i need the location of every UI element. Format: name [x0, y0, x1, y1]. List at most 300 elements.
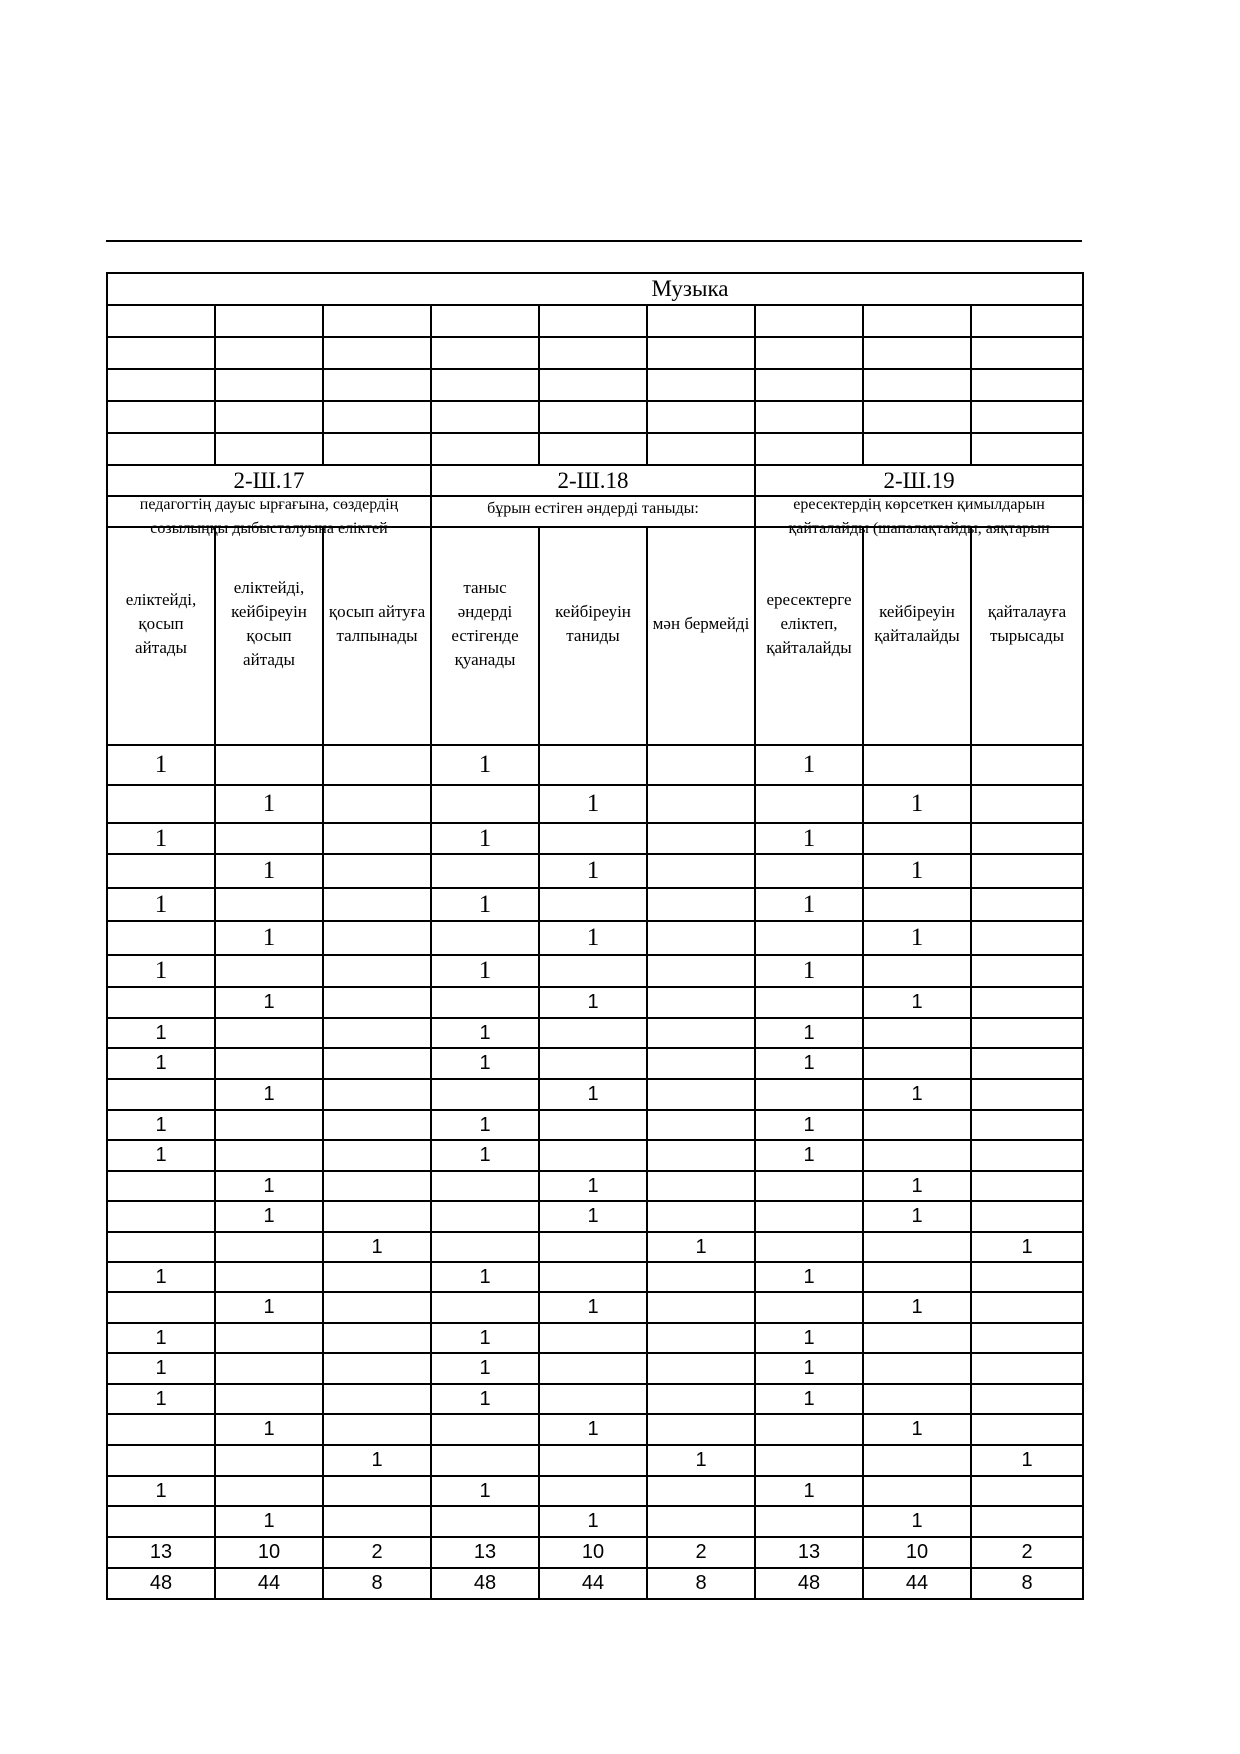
- table-cell: 1: [107, 1384, 215, 1414]
- table-cell: [863, 1384, 971, 1414]
- table-cell: 1: [863, 1079, 971, 1110]
- table-cell: [971, 1506, 1083, 1537]
- column-header: [971, 527, 1083, 745]
- table-cell: [863, 1110, 971, 1140]
- code-cell: 2-Ш.18: [431, 465, 755, 496]
- table-cell: [755, 1232, 863, 1262]
- table-cell: 1: [863, 1292, 971, 1323]
- column-header-label: кейбіреуін қайталайды: [874, 602, 960, 645]
- table-cell: [431, 1445, 539, 1476]
- table-cell: [323, 785, 431, 823]
- table-cell: 1: [431, 888, 539, 921]
- blank-row: [107, 401, 1083, 433]
- table-row: [107, 1414, 1083, 1445]
- column-header-label: еліктейді, қосып айтады: [125, 590, 197, 657]
- table-cell: 1: [107, 1476, 215, 1506]
- column-header: [863, 527, 971, 745]
- table-cell: 1: [431, 745, 539, 785]
- table-cell: 1: [863, 854, 971, 888]
- column-header-label: кейбіреуін таниды: [555, 602, 631, 645]
- table-row: [107, 1079, 1083, 1110]
- table-cell: [863, 1262, 971, 1292]
- table-cell: [323, 1171, 431, 1201]
- table-cell: [647, 1292, 755, 1323]
- table-cell: 1: [539, 921, 647, 955]
- music-assessment-table: [106, 272, 1084, 1600]
- table-row: [107, 1018, 1083, 1048]
- column-header-label: қосып айтуға талпынады: [328, 602, 426, 645]
- table-cell: 1: [539, 785, 647, 823]
- column-header: [647, 527, 755, 745]
- table-cell: 1: [431, 1048, 539, 1079]
- table-cell: [755, 1414, 863, 1445]
- column-header: [215, 527, 323, 745]
- table-cell: [323, 1140, 431, 1171]
- table-row: [107, 823, 1083, 854]
- table-cell: 1: [755, 1262, 863, 1292]
- table-cell: [107, 1171, 215, 1201]
- description-text: педагогтің дауыс ырғағына, сөздердің созылыңқы дыбысталуына еліктей: [139, 496, 399, 537]
- table-cell: [647, 1262, 755, 1292]
- table-cell: [323, 1476, 431, 1506]
- table-cell: [323, 1414, 431, 1445]
- code-cell: 2-Ш.19: [755, 465, 1083, 496]
- table-cell: [431, 1079, 539, 1110]
- table-cell: 1: [215, 1414, 323, 1445]
- table-cell: [323, 1079, 431, 1110]
- table-cell: 1: [755, 888, 863, 921]
- table-cell: 1: [431, 1140, 539, 1171]
- table-cell: [107, 921, 215, 955]
- table-cell: 1: [107, 1048, 215, 1079]
- table-cell: [215, 1262, 323, 1292]
- table-cell: [647, 1171, 755, 1201]
- table-cell: [971, 745, 1083, 785]
- table-cell: 1: [863, 1414, 971, 1445]
- table-cell: [107, 1201, 215, 1232]
- table-cell: 1: [863, 1201, 971, 1232]
- column-header: [431, 527, 539, 745]
- table-cell: 1: [215, 987, 323, 1018]
- table-cell: [215, 888, 323, 921]
- table-cell: 1: [539, 1171, 647, 1201]
- table-cell: [215, 1048, 323, 1079]
- table-cell: [647, 888, 755, 921]
- table-cell: [431, 921, 539, 955]
- table-cell: [755, 1292, 863, 1323]
- column-header: [323, 527, 431, 745]
- table-cell: [647, 1476, 755, 1506]
- table-cell: [431, 1506, 539, 1537]
- table-cell: 1: [431, 823, 539, 854]
- table-cell: [107, 1079, 215, 1110]
- table-cell: [647, 1140, 755, 1171]
- table-cell: 1: [107, 1018, 215, 1048]
- table-row: [107, 1262, 1083, 1292]
- table-cell: [107, 1232, 215, 1262]
- table-cell: 1: [539, 1414, 647, 1445]
- table-cell: [323, 1262, 431, 1292]
- table-cell: [863, 955, 971, 987]
- table-cell: [863, 1048, 971, 1079]
- table-row: [107, 1445, 1083, 1476]
- table-cell: 1: [107, 955, 215, 987]
- table-cell: [539, 1018, 647, 1048]
- table-cell: [323, 1018, 431, 1048]
- table-cell: 1: [107, 1323, 215, 1353]
- table-row: [107, 1476, 1083, 1506]
- table-cell: [323, 823, 431, 854]
- description-cell: [755, 496, 1083, 537]
- table-cell: 1: [431, 1476, 539, 1506]
- table-cell: 1: [755, 955, 863, 987]
- description-text: ересектердің көрсеткен қимылдарын қайталайды (шапалақтайды, аяқтарын: [788, 496, 1050, 537]
- table-cell: [539, 1323, 647, 1353]
- table-cell: [215, 1353, 323, 1384]
- table-cell: [215, 745, 323, 785]
- table-cell: [971, 1048, 1083, 1079]
- table-cell: [107, 785, 215, 823]
- table-cell: [323, 1353, 431, 1384]
- table-cell: 1: [215, 1079, 323, 1110]
- table-cell: [539, 888, 647, 921]
- total-cell: 48: [107, 1568, 215, 1599]
- table-cell: 1: [431, 955, 539, 987]
- table-cell: [971, 1353, 1083, 1384]
- blank-row: [107, 369, 1083, 401]
- table-cell: 1: [431, 1018, 539, 1048]
- description-row: [107, 496, 1083, 527]
- blank-row: [107, 305, 1083, 337]
- table-cell: [323, 888, 431, 921]
- blank-row: [107, 337, 1083, 369]
- table-cell: [539, 1110, 647, 1140]
- table-cell: [971, 1384, 1083, 1414]
- table-cell: [323, 1323, 431, 1353]
- table-cell: [107, 1292, 215, 1323]
- table-cell: 1: [755, 1018, 863, 1048]
- table-cell: [539, 1353, 647, 1384]
- table-cell: [539, 1445, 647, 1476]
- total-cell: 8: [323, 1568, 431, 1599]
- table-cell: [431, 1232, 539, 1262]
- total-cell: 10: [215, 1537, 323, 1568]
- table-cell: 1: [755, 1384, 863, 1414]
- table-cell: [431, 1201, 539, 1232]
- table-cell: [647, 823, 755, 854]
- table-cell: [971, 1110, 1083, 1140]
- table-cell: [971, 921, 1083, 955]
- table-cell: 1: [539, 854, 647, 888]
- total-cell: 44: [215, 1568, 323, 1599]
- table-cell: 1: [323, 1232, 431, 1262]
- table-row: [107, 1292, 1083, 1323]
- table-cell: [107, 987, 215, 1018]
- table-cell: [431, 854, 539, 888]
- table-cell: [971, 1140, 1083, 1171]
- column-header-row: [107, 527, 1083, 745]
- table-cell: [971, 785, 1083, 823]
- table-cell: 1: [647, 1445, 755, 1476]
- section-title: Музыка: [651, 276, 729, 301]
- table-cell: [431, 785, 539, 823]
- table-cell: [323, 854, 431, 888]
- table-cell: [647, 1353, 755, 1384]
- table-cell: [863, 1232, 971, 1262]
- table-cell: [971, 1018, 1083, 1048]
- table-cell: [647, 1079, 755, 1110]
- table-cell: 1: [107, 823, 215, 854]
- table-cell: [215, 1232, 323, 1262]
- column-header: [539, 527, 647, 745]
- table-cell: [215, 1384, 323, 1414]
- column-header-label: қайталауға тырысады: [987, 602, 1067, 645]
- table-row: [107, 955, 1083, 987]
- table-cell: [323, 745, 431, 785]
- table-cell: 1: [755, 1110, 863, 1140]
- table-cell: [755, 785, 863, 823]
- table-cell: 1: [215, 785, 323, 823]
- table-cell: [755, 854, 863, 888]
- table-cell: [971, 1323, 1083, 1353]
- table-cell: [215, 955, 323, 987]
- table-cell: [971, 1414, 1083, 1445]
- table-row: [107, 1048, 1083, 1079]
- top-rule: [106, 240, 1082, 242]
- table-cell: [539, 745, 647, 785]
- total-cell: 48: [431, 1568, 539, 1599]
- table-cell: [647, 1506, 755, 1537]
- table-cell: [971, 823, 1083, 854]
- table-cell: [755, 1171, 863, 1201]
- table-cell: [539, 823, 647, 854]
- table-cell: [215, 1140, 323, 1171]
- table-cell: 1: [971, 1232, 1083, 1262]
- table-cell: [755, 1506, 863, 1537]
- table-row: [107, 1110, 1083, 1140]
- table-cell: 1: [863, 1171, 971, 1201]
- table-cell: [647, 785, 755, 823]
- table-row: [107, 1384, 1083, 1414]
- total-cell: 13: [107, 1537, 215, 1568]
- total-cell: 13: [755, 1537, 863, 1568]
- table-cell: 1: [755, 745, 863, 785]
- table-cell: 1: [863, 785, 971, 823]
- table-cell: [863, 745, 971, 785]
- table-cell: [755, 1445, 863, 1476]
- table-cell: [215, 1323, 323, 1353]
- table-cell: 1: [215, 1201, 323, 1232]
- table-cell: [107, 1414, 215, 1445]
- table-cell: [323, 1048, 431, 1079]
- table-cell: [755, 1201, 863, 1232]
- table-cell: 1: [431, 1353, 539, 1384]
- table-cell: [863, 888, 971, 921]
- table-cell: 1: [755, 1048, 863, 1079]
- table-cell: 1: [539, 1292, 647, 1323]
- table-cell: [539, 1140, 647, 1171]
- description-cell: [107, 496, 431, 537]
- table-cell: 1: [107, 888, 215, 921]
- table-row: [107, 854, 1083, 888]
- table-cell: 1: [323, 1445, 431, 1476]
- table-cell: [971, 955, 1083, 987]
- table-cell: 1: [647, 1232, 755, 1262]
- table-cell: 1: [215, 854, 323, 888]
- table-cell: 1: [755, 1353, 863, 1384]
- table-cell: [323, 1292, 431, 1323]
- table-row: [107, 921, 1083, 955]
- table-cell: 1: [971, 1445, 1083, 1476]
- table-cell: [539, 1384, 647, 1414]
- table-cell: 1: [107, 1140, 215, 1171]
- table-row: [107, 745, 1083, 785]
- table-cell: [215, 1476, 323, 1506]
- table-cell: 1: [539, 1506, 647, 1537]
- table-cell: [323, 921, 431, 955]
- table-cell: [539, 1262, 647, 1292]
- table-cell: 1: [215, 1506, 323, 1537]
- table-cell: [971, 1262, 1083, 1292]
- table-cell: [539, 955, 647, 987]
- table-cell: [107, 1445, 215, 1476]
- table-cell: 1: [107, 1110, 215, 1140]
- total-cell: 8: [647, 1568, 755, 1599]
- table-cell: 1: [431, 1110, 539, 1140]
- table-cell: [755, 921, 863, 955]
- table-cell: [971, 1476, 1083, 1506]
- total-cell: 10: [539, 1537, 647, 1568]
- table-row: [107, 888, 1083, 921]
- assessment-sheet: [106, 272, 1082, 1600]
- table-cell: 1: [107, 1262, 215, 1292]
- table-cell: 1: [539, 987, 647, 1018]
- table-cell: [215, 823, 323, 854]
- table-cell: [323, 1384, 431, 1414]
- table-cell: 1: [431, 1323, 539, 1353]
- total-cell: 44: [863, 1568, 971, 1599]
- table-row: [107, 1353, 1083, 1384]
- table-cell: [971, 854, 1083, 888]
- table-cell: [431, 1171, 539, 1201]
- total-cell: 8: [971, 1568, 1083, 1599]
- table-cell: [971, 987, 1083, 1018]
- table-cell: [863, 1018, 971, 1048]
- table-cell: 1: [755, 823, 863, 854]
- table-cell: [431, 1292, 539, 1323]
- table-cell: [323, 1201, 431, 1232]
- table-cell: [215, 1018, 323, 1048]
- column-header-label: еліктейді, кейбіреуін қосып айтады: [231, 578, 307, 669]
- table-cell: [323, 987, 431, 1018]
- table-cell: [323, 1110, 431, 1140]
- table-cell: [647, 1384, 755, 1414]
- column-header-label: ересектерге еліктеп, қайталайды: [766, 590, 852, 657]
- total-cell: 13: [431, 1537, 539, 1568]
- code-cell: 2-Ш.17: [107, 465, 431, 496]
- table-cell: [647, 955, 755, 987]
- table-row: [107, 1201, 1083, 1232]
- description-cell: [431, 496, 755, 527]
- table-cell: [215, 1445, 323, 1476]
- totals-row: [107, 1568, 1083, 1599]
- totals-row: [107, 1537, 1083, 1568]
- table-cell: [539, 1048, 647, 1079]
- table-cell: [647, 1414, 755, 1445]
- table-cell: [647, 1048, 755, 1079]
- description-text: бұрын естіген әндерді таныды:: [487, 500, 699, 517]
- table-row: [107, 1171, 1083, 1201]
- table-cell: [107, 1506, 215, 1537]
- table-cell: 1: [863, 921, 971, 955]
- table-cell: [971, 1171, 1083, 1201]
- table-cell: [323, 955, 431, 987]
- table-cell: [647, 1323, 755, 1353]
- table-cell: [863, 1476, 971, 1506]
- table-cell: 1: [755, 1140, 863, 1171]
- table-cell: [647, 1110, 755, 1140]
- total-cell: 2: [323, 1537, 431, 1568]
- table-cell: 1: [107, 1353, 215, 1384]
- total-cell: 10: [863, 1537, 971, 1568]
- table-cell: [863, 1445, 971, 1476]
- column-header-label: мән бермейді: [652, 614, 750, 633]
- table-row: [107, 1323, 1083, 1353]
- table-cell: 1: [863, 1506, 971, 1537]
- total-cell: 48: [755, 1568, 863, 1599]
- blank-row: [107, 433, 1083, 465]
- table-cell: 1: [215, 1171, 323, 1201]
- table-cell: [863, 1323, 971, 1353]
- table-cell: [863, 823, 971, 854]
- table-cell: 1: [863, 987, 971, 1018]
- table-cell: [755, 987, 863, 1018]
- table-cell: [971, 888, 1083, 921]
- table-row: [107, 785, 1083, 823]
- table-row: [107, 1506, 1083, 1537]
- table-cell: 1: [755, 1476, 863, 1506]
- table-cell: [431, 987, 539, 1018]
- title-cell: [107, 273, 1083, 305]
- total-cell: 44: [539, 1568, 647, 1599]
- table-cell: 1: [755, 1323, 863, 1353]
- total-cell: 2: [971, 1537, 1083, 1568]
- code-row: [107, 465, 1083, 496]
- total-cell: 2: [647, 1537, 755, 1568]
- title-row: [107, 273, 1083, 305]
- table-cell: [863, 1353, 971, 1384]
- table-cell: [539, 1232, 647, 1262]
- table-cell: [863, 1140, 971, 1171]
- table-cell: 1: [431, 1262, 539, 1292]
- table-cell: [971, 1292, 1083, 1323]
- table-cell: [431, 1414, 539, 1445]
- table-row: [107, 987, 1083, 1018]
- column-header-label: таныс әндерді естігенде қуанады: [451, 578, 519, 669]
- table-cell: [647, 921, 755, 955]
- table-cell: 1: [107, 745, 215, 785]
- table-row: [107, 1140, 1083, 1171]
- column-header: [107, 527, 215, 745]
- table-cell: [323, 1506, 431, 1537]
- table-cell: [971, 1079, 1083, 1110]
- table-cell: [647, 745, 755, 785]
- table-cell: [647, 1201, 755, 1232]
- table-row: [107, 1232, 1083, 1262]
- table-cell: 1: [539, 1201, 647, 1232]
- table-cell: 1: [431, 1384, 539, 1414]
- table-cell: [107, 854, 215, 888]
